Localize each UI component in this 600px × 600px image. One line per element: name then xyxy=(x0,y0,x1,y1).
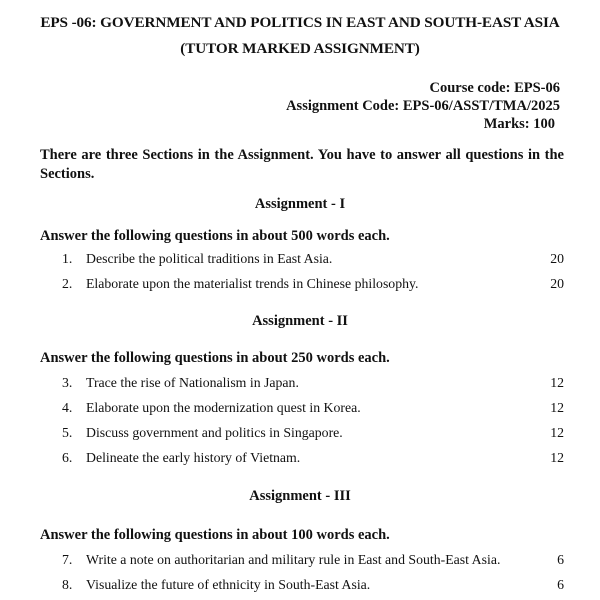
question-text: Discuss government and politics in Singapore. xyxy=(86,425,343,440)
question-number: 5. xyxy=(62,425,73,440)
question-marks: 20 xyxy=(550,251,564,266)
question-text: Elaborate upon the modernization quest in Korea. xyxy=(86,400,361,415)
question-text: Trace the rise of Nationalism in Japan. xyxy=(86,375,299,390)
question-number: 2. xyxy=(62,276,73,291)
section-instruction: Answer the following questions in about 500 words each. xyxy=(40,228,390,244)
assignment-code: Assignment Code: EPS-06/ASST/TMA/2025 xyxy=(286,98,560,114)
question-item xyxy=(62,425,564,441)
intro-paragraph: There are three Sections in the Assignment. You have to answer all questions in the Sections. xyxy=(40,147,564,182)
question-marks: 6 xyxy=(557,552,564,567)
question-number: 6. xyxy=(62,450,73,465)
section-heading: Assignment - I xyxy=(254,196,346,212)
question-item xyxy=(62,251,564,267)
question-item xyxy=(62,375,564,391)
question-marks: 12 xyxy=(550,425,564,440)
section-instruction: Answer the following questions in about 100 words each. xyxy=(40,527,390,543)
question-number: 7. xyxy=(62,552,73,567)
section-heading: Assignment - II xyxy=(252,313,348,329)
question-marks: 20 xyxy=(550,276,564,291)
total-marks: Marks: 100 xyxy=(483,116,555,132)
question-item xyxy=(62,450,564,466)
question-text: Visualize the future of ethnicity in South-East Asia. xyxy=(86,577,371,592)
question-number: 3. xyxy=(62,375,73,390)
question-text: Describe the political traditions in East Asia. xyxy=(86,251,333,266)
question-marks: 12 xyxy=(550,400,564,415)
section-instruction: Answer the following questions in about 250 words each. xyxy=(40,350,390,366)
question-marks: 6 xyxy=(557,577,564,592)
question-marks: 12 xyxy=(550,375,564,390)
question-item xyxy=(62,577,564,593)
document-subtitle: (TUTOR MARKED ASSIGNMENT) xyxy=(180,40,420,57)
question-number: 1. xyxy=(62,251,73,266)
question-item xyxy=(62,276,564,292)
question-item xyxy=(62,400,564,416)
document-title: EPS -06: GOVERNMENT AND POLITICS IN EAST AND SOUTH-EAST ASIA xyxy=(40,14,560,31)
question-text: Write a note on authoritarian and military rule in East and South-East Asia. xyxy=(86,552,501,567)
section-heading: Assignment - III xyxy=(249,488,351,504)
question-marks: 12 xyxy=(550,450,564,465)
question-item xyxy=(62,552,564,568)
course-code: Course code: EPS-06 xyxy=(429,80,560,96)
question-text: Elaborate upon the materialist trends in Chinese philosophy. xyxy=(86,276,419,291)
question-text: Delineate the early history of Vietnam. xyxy=(86,450,301,465)
question-number: 4. xyxy=(62,400,73,415)
question-number: 8. xyxy=(62,577,73,592)
